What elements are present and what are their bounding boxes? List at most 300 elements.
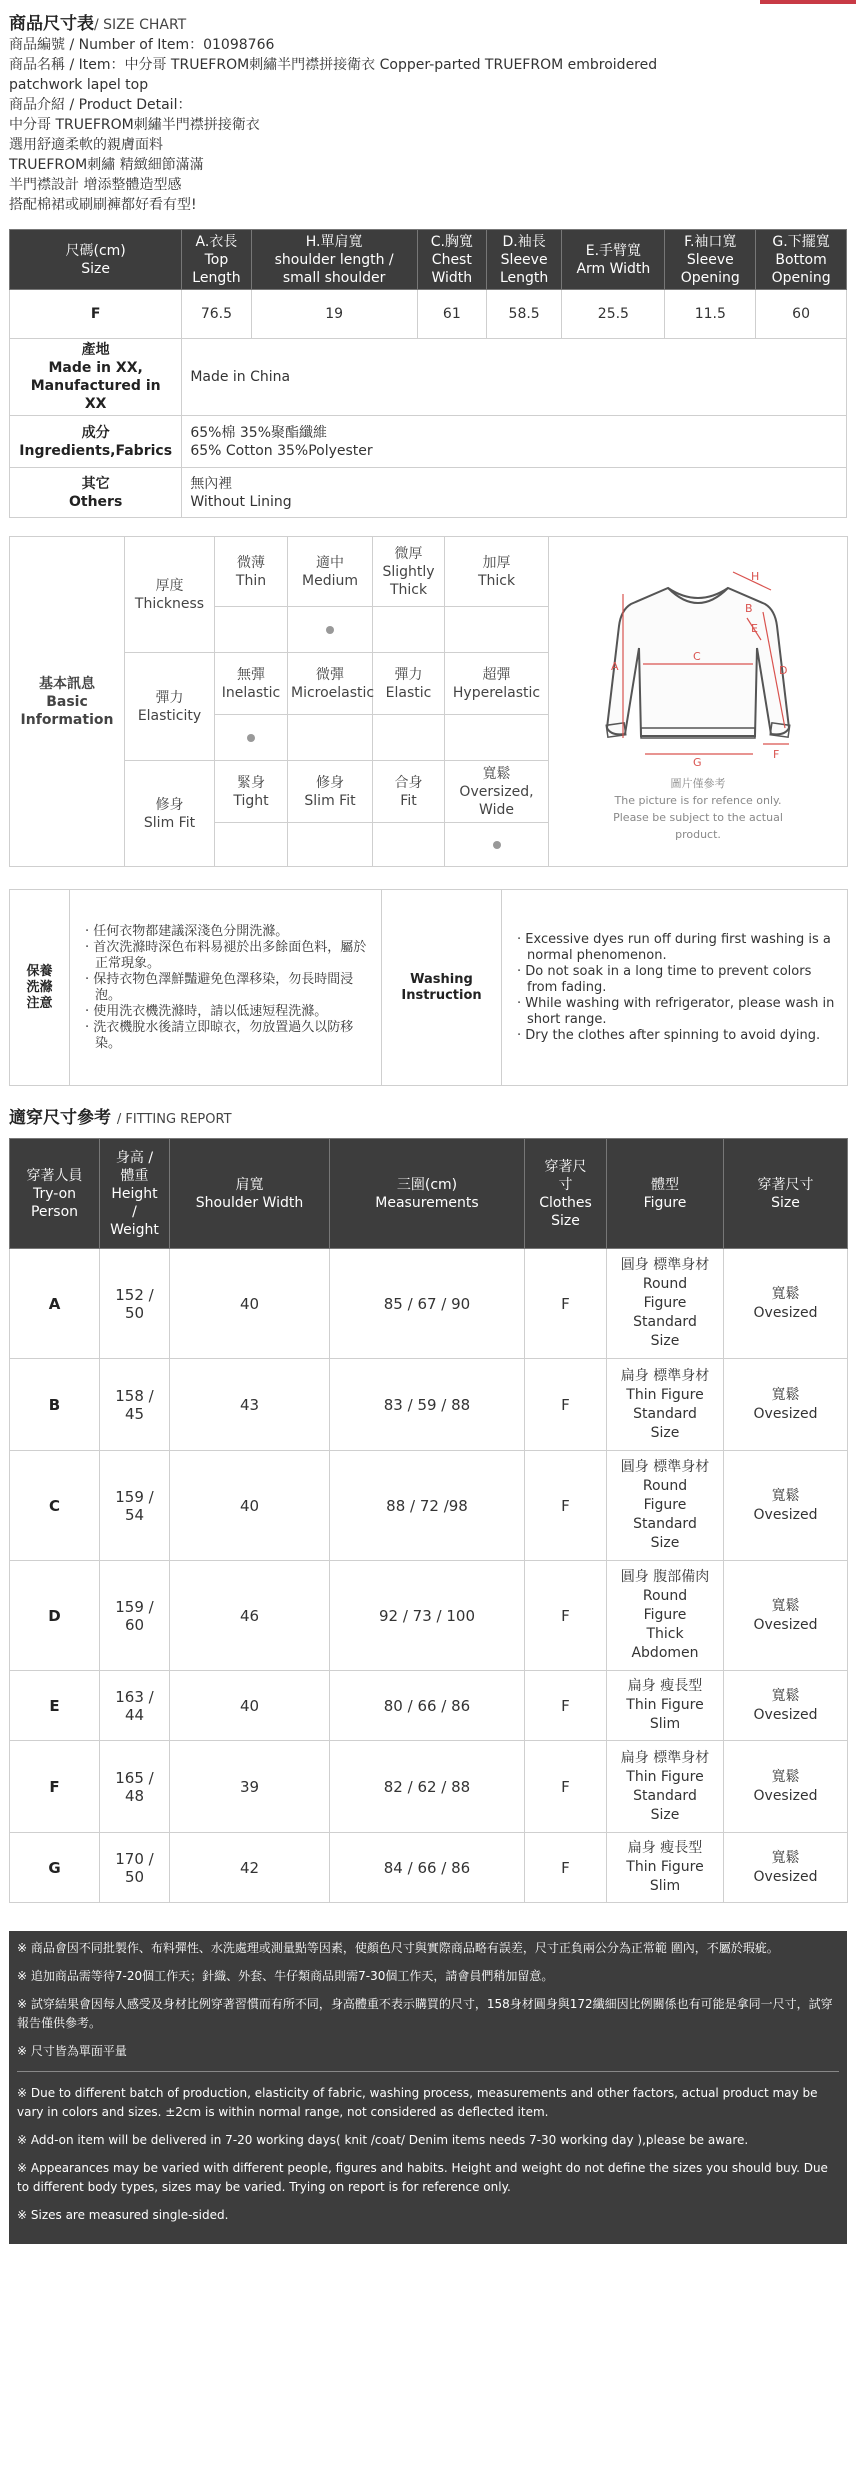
size-col-header [562, 230, 665, 290]
washing-en-list [502, 890, 848, 1086]
washing-en-label [382, 890, 502, 1086]
fitting-clothes-size: F [525, 1451, 607, 1561]
figure-line: 扁身 瘦長型 [627, 1678, 703, 1694]
figure-line: 扁身 標準身材 [620, 1367, 710, 1384]
size-table-row [10, 290, 847, 339]
basic-thickness-label [125, 537, 215, 653]
size-col-header-line: Bottom [775, 251, 827, 268]
note-en-item: ※ Sizes are measured single-sided. [17, 2208, 229, 2222]
origin-label-line: Manufactured in [30, 378, 161, 394]
option-line: Elastic [385, 684, 432, 701]
option-line: 無彈 [237, 666, 265, 683]
option-line: 超彈 [482, 666, 511, 683]
fitting-col-header [607, 1139, 724, 1249]
figure-line: Figure [643, 1607, 687, 1623]
fitting-col-header-line: Weight [110, 1221, 159, 1238]
washing-label-line: 保養 [26, 963, 53, 979]
product-detail-line: 中分哥 TRUEFROM刺繡半門襟拼接衛衣 [9, 117, 260, 133]
washing-zh-item: · 保持衣物色澤鮮豔避免色澤移染，勿長時間浸泡。 [85, 971, 354, 1003]
option-line: Slightly [382, 563, 435, 580]
figure-line: Size [650, 1333, 680, 1349]
product-detail-line: 選用舒適柔軟的親膚面料 [9, 137, 163, 153]
product-detail-lines [9, 35, 847, 215]
fitting-shoulder: 40 [170, 1451, 330, 1561]
product-detail-line: patchwork lapel top [9, 77, 149, 93]
fit-line: Ovesized [753, 1868, 818, 1885]
figure-line: Slim [649, 1716, 681, 1732]
origin-label-line: Made in XX, [48, 360, 143, 376]
note-zh-item: ※ 尺寸皆為單面平量 [17, 2044, 127, 2058]
hw-line: 159 / [115, 1487, 154, 1506]
figure-line: Thin Figure [626, 1386, 704, 1403]
basic-fit-option [373, 761, 445, 823]
figure-line: Round [642, 1478, 688, 1494]
basic-group-label-line: 彈力 [155, 689, 184, 706]
fitting-shoulder: 40 [170, 1249, 330, 1359]
others-row [10, 468, 847, 518]
size-col-header-line: Sleeve [500, 251, 548, 268]
fitting-row [10, 1359, 848, 1451]
size-col-header-line: Opening [771, 269, 831, 286]
fitting-col-header [170, 1139, 330, 1249]
caption-line: The picture is for refence only. [614, 794, 782, 807]
basic-fit-marker-cell [288, 823, 373, 867]
others-value-line: Without Lining [190, 493, 292, 510]
option-line: 適中 [316, 554, 344, 571]
size-col-header-line: F.袖口寬 [684, 233, 737, 250]
option-line: Wide [479, 801, 514, 818]
size-col-header-line: shoulder length / [274, 251, 394, 268]
option-line: Hyperelastic [452, 684, 541, 701]
fitting-clothes-size: F [525, 1249, 607, 1359]
fitting-person: C [10, 1451, 100, 1561]
basic-fit-marker-cell [373, 823, 445, 867]
size-col-header-line: E.手臂寬 [585, 242, 642, 259]
fitting-col-header-line: 體重 [120, 1167, 149, 1184]
hw-line: 44 [124, 1705, 145, 1724]
fitting-col-header [525, 1139, 607, 1249]
basic-elasticity-option [373, 653, 445, 715]
caption-line: product. [675, 828, 721, 841]
basic-elasticity-marker-cell [445, 715, 549, 761]
fitting-col-header-line: Clothes [539, 1194, 592, 1211]
measurement-diagram-cell [549, 537, 848, 867]
notes-divider [17, 2071, 839, 2072]
basic-group-label-line: 修身 [155, 796, 184, 813]
fit-line: Ovesized [753, 1405, 818, 1422]
product-detail-line: 商品介紹 / Product Detail： [9, 97, 192, 113]
size-col-header-line: Chest [431, 251, 472, 268]
washing-zh-list [70, 890, 382, 1086]
option-line: 加厚 [482, 554, 511, 571]
fitting-person: B [10, 1359, 100, 1451]
fitting-fit [724, 1249, 848, 1359]
figure-line: Size [650, 1806, 680, 1823]
option-line: 微彈 [316, 666, 344, 683]
fitting-col-header [724, 1139, 848, 1249]
size-col-header-line: small shoulder [282, 269, 386, 286]
basic-fit-option [215, 761, 288, 823]
basic-elasticity-marker-cell [288, 715, 373, 761]
others-label [10, 468, 182, 518]
selected-dot-icon [493, 841, 501, 849]
option-line: Oversized, [459, 783, 534, 800]
fit-line: Ovesized [753, 1506, 818, 1523]
figure-line: Abdomen [631, 1645, 699, 1661]
option-line: 彈力 [394, 666, 423, 683]
fitting-measurements: 85 / 67 / 90 [330, 1249, 525, 1359]
size-col-header-line: 尺碼(cm) [65, 242, 126, 259]
size-col-header-line: Sleeve [686, 251, 734, 268]
fitting-col-header-line: Person [30, 1203, 79, 1220]
diagram-letter-e: E [751, 622, 758, 635]
size-col-header-line: Length [499, 269, 549, 286]
figure-line: 圓身 標準身材 [620, 1257, 710, 1273]
washing-en-item: · Dry the clothes after spinning to avoid dying. [517, 1027, 821, 1043]
basic-elasticity-label [125, 653, 215, 761]
fitting-row [10, 1833, 848, 1903]
fitting-measurements: 92 / 73 / 100 [330, 1561, 525, 1671]
fitting-col-header-line: 寸 [558, 1176, 573, 1193]
diagram-letter-h: H [751, 570, 760, 583]
option-line: Fit [400, 792, 417, 809]
fitting-figure [607, 1451, 724, 1561]
fitting-height-weight [100, 1451, 170, 1561]
size-col-header [665, 230, 756, 290]
fitting-clothes-size: F [525, 1561, 607, 1671]
fitting-person: G [10, 1833, 100, 1903]
option-line: Slim Fit [304, 792, 356, 809]
size-cell: 19 [251, 290, 417, 339]
fitting-person: E [10, 1671, 100, 1741]
washing-label-line: Washing [410, 971, 473, 987]
fit-line: Ovesized [753, 1787, 818, 1804]
washing-zh-item: · 洗衣機脫水後請立即晾衣，勿放置過久以防移染。 [85, 1019, 354, 1051]
caption-line: 圖片僅參考 [670, 777, 726, 790]
note-en-item: ※ Add-on item will be delivered in 7-20 working days( knit /coat/ Denim items needs 7-30 working day ),please be aware. [17, 2133, 749, 2147]
basic-group-label-line: Thickness [134, 595, 205, 612]
size-col-header-line: C.胸寬 [430, 233, 473, 250]
fit-line: Ovesized [753, 1616, 818, 1633]
basic-fit-marker-cell [445, 823, 549, 867]
basic-fit-option [288, 761, 373, 823]
size-cell: 11.5 [665, 290, 756, 339]
fitting-row [10, 1561, 848, 1671]
hw-line: 54 [124, 1505, 145, 1524]
fitting-figure [607, 1671, 724, 1741]
option-line: 微薄 [237, 554, 265, 571]
fitting-col-header-line: Height [111, 1185, 158, 1202]
option-line: Thin [235, 572, 267, 589]
figure-line: 扁身 瘦長型 [627, 1840, 703, 1856]
note-en-item: ※ Due to different batch of production, elasticity of fabric, washing process, measurements and other factors, actual product may be vary in colors and sizes. ±2cm is within normal range, not considered as deflected item. [17, 2086, 818, 2119]
hw-line: 170 / [115, 1849, 154, 1868]
fitting-col-header-line: Shoulder Width [195, 1194, 304, 1211]
figure-line: 圓身 標準身材 [620, 1459, 710, 1475]
washing-zh-item: · 首次洗滌時深色布料易褪於出多餘面色料，屬於正常現象。 [85, 939, 367, 971]
fitting-row [10, 1451, 848, 1561]
ingredients-value [182, 416, 847, 468]
hw-line: 152 / [115, 1285, 154, 1304]
basic-thickness-marker-cell [288, 607, 373, 653]
fitting-measurements: 88 / 72 /98 [330, 1451, 525, 1561]
title-zh: 商品尺寸表 [9, 14, 94, 34]
figure-line: Standard [633, 1516, 697, 1532]
size-col-header [417, 230, 486, 290]
size-col-header-line: Width [431, 269, 473, 286]
hw-line: 163 / [115, 1687, 154, 1706]
size-cell: 25.5 [562, 290, 665, 339]
diagram-caption [552, 775, 844, 843]
basic-elasticity-option [445, 653, 549, 715]
fitting-figure [607, 1359, 724, 1451]
fitting-height-weight [100, 1741, 170, 1833]
size-col-header-line: Opening [680, 269, 740, 286]
option-line: 微厚 [394, 545, 423, 562]
fitting-table-header [10, 1139, 848, 1249]
fitting-shoulder: 46 [170, 1561, 330, 1671]
washing-label-line: 注意 [26, 995, 53, 1011]
basic-thickness-option [288, 537, 373, 607]
fitting-col-header-line: Figure [643, 1194, 687, 1211]
ingredients-label-line: Ingredients,Fabrics [19, 442, 173, 459]
fitting-col-header [10, 1139, 100, 1249]
size-col-header-line: H.單肩寬 [305, 233, 363, 250]
fitting-title-zh: 適穿尺寸參考 [9, 1108, 111, 1128]
diagram-letter-d: D [779, 664, 788, 677]
figure-line: Slim [649, 1878, 681, 1894]
option-line: 合身 [394, 774, 423, 791]
fitting-person: A [10, 1249, 100, 1359]
basic-elasticity-option [215, 653, 288, 715]
fit-line: Ovesized [753, 1304, 818, 1321]
fitting-col-header-line: 肩寬 [235, 1176, 264, 1193]
basic-info-label [10, 537, 125, 867]
figure-line: Round [642, 1588, 688, 1604]
product-detail-line: 商品編號 / Number of Item：01098766 [9, 37, 275, 53]
product-header [9, 14, 847, 215]
figure-line: Standard [633, 1314, 697, 1330]
fitting-col-header-line: / [132, 1203, 137, 1220]
washing-row [10, 890, 848, 1086]
origin-label-line: XX [84, 396, 107, 412]
option-line: Tight [233, 792, 269, 809]
size-col-header-line: G.下擺寬 [772, 233, 830, 250]
size-table [9, 229, 847, 518]
fitting-col-header-line: Size [771, 1194, 800, 1211]
basic-thickness-options-row [10, 537, 848, 607]
washing-en-item: · While washing with refrigerator, please wash in short range. [517, 995, 835, 1027]
basic-fit-marker-cell [215, 823, 288, 867]
fitting-row [10, 1741, 848, 1833]
notes-panel [9, 1931, 847, 2244]
fitting-height-weight [100, 1833, 170, 1903]
fitting-shoulder: 42 [170, 1833, 330, 1903]
figure-line: Standard [633, 1405, 697, 1422]
basic-elasticity-marker-cell [215, 715, 288, 761]
option-line: Medium [302, 572, 358, 589]
fitting-figure [607, 1741, 724, 1833]
notes-zh [17, 1939, 839, 2061]
others-value [182, 468, 847, 518]
washing-en-item: · Do not soak in a long time to prevent colors from fading. [517, 963, 812, 995]
fitting-measurements: 84 / 66 / 86 [330, 1833, 525, 1903]
basic-group-label-line: 厚度 [155, 577, 184, 594]
washing-zh-item: · 使用洗衣機洗滌時，請以低速短程洗滌。 [85, 1003, 328, 1019]
basic-thickness-marker-cell [373, 607, 445, 653]
size-cell: 76.5 [182, 290, 251, 339]
fit-line: 寬鬆 [771, 1487, 800, 1504]
fitting-col-header-line: 身高 / [115, 1149, 154, 1166]
basic-thickness-marker-cell [215, 607, 288, 653]
size-cell: F [10, 290, 182, 339]
note-en-item: ※ Appearances may be varied with different people, figures and habits. Height and weight do not define the sizes you should buy. Due to different body types, sizes may be varied. Trying on report is for reference only. [17, 2161, 828, 2194]
hw-line: 165 / [115, 1768, 154, 1787]
origin-value: Made in China [182, 339, 847, 416]
washing-table [9, 889, 848, 1086]
figure-line: 圓身 腹部備肉 [620, 1569, 710, 1585]
note-zh-item: ※ 商品會因不同批製作、布料彈性、水洗處理或測量點等因素，使顏色尺寸與實際商品略有誤差，尺寸正負兩公分為正常範 圍內，不屬於瑕疵。 [17, 1941, 779, 1955]
fitting-col-header-line: 三圍(cm) [396, 1176, 458, 1193]
option-line: Thick [477, 572, 516, 589]
basic-group-label-line: Slim Fit [143, 814, 196, 831]
origin-label [10, 339, 182, 416]
figure-line: Figure [643, 1497, 687, 1513]
figure-line: Round [642, 1276, 688, 1292]
ingredients-label [10, 416, 182, 468]
fitting-measurements: 83 / 59 / 88 [330, 1359, 525, 1451]
notes-en [17, 2084, 839, 2225]
selected-dot-icon [247, 734, 255, 742]
fitting-shoulder: 40 [170, 1671, 330, 1741]
fitting-person: F [10, 1741, 100, 1833]
size-cell: 60 [756, 290, 847, 339]
product-detail-line: TRUEFROM刺繡 精緻細節滿滿 [9, 157, 204, 173]
washing-zh-label [10, 890, 70, 1086]
others-value-line: 無內裡 [190, 475, 233, 492]
fitting-fit [724, 1741, 848, 1833]
fitting-height-weight [100, 1249, 170, 1359]
basic-thickness-option [215, 537, 288, 607]
option-line: Microelastic [291, 684, 375, 701]
size-cell: 58.5 [486, 290, 561, 339]
fitting-col-header-line: Try-on [32, 1185, 77, 1202]
hw-line: 60 [124, 1615, 145, 1634]
figure-line: Thin Figure [626, 1697, 704, 1713]
option-line: 緊身 [237, 774, 265, 791]
fitting-row [10, 1249, 848, 1359]
hw-line: 45 [124, 1404, 145, 1423]
fit-line: 寬鬆 [771, 1768, 800, 1785]
size-chart-title [9, 14, 847, 35]
washing-label-line: 洗滌 [26, 979, 53, 995]
fitting-figure [607, 1833, 724, 1903]
fitting-height-weight [100, 1671, 170, 1741]
option-line: 修身 [316, 774, 344, 791]
fitting-report-title [9, 1106, 847, 1132]
product-detail-line: 搭配棉裙或刷刷褲都好看有型! [9, 197, 197, 213]
size-col-header [756, 230, 847, 290]
fit-line: 寬鬆 [771, 1285, 800, 1302]
fitting-clothes-size: F [525, 1359, 607, 1451]
selected-dot-icon [326, 626, 334, 634]
figure-line: 扁身 標準身材 [620, 1749, 710, 1766]
hw-line: 50 [124, 1867, 145, 1886]
washing-zh-item: · 任何衣物都建議深淺色分開洗滌。 [85, 923, 289, 939]
fitting-col-header-line: Size [551, 1212, 580, 1229]
fitting-clothes-size: F [525, 1833, 607, 1903]
size-col-header-line: D.袖長 [502, 233, 546, 250]
fitting-clothes-size: F [525, 1741, 607, 1833]
figure-line: Thick [646, 1626, 684, 1642]
fitting-col-header [330, 1139, 525, 1249]
fitting-shoulder: 43 [170, 1359, 330, 1451]
ingredients-value-line: 65% Cotton 35%Polyester [190, 442, 373, 459]
ingredients-value-line: 65%棉 35%聚酯纖維 [190, 424, 327, 441]
caption-line: Please be subject to the actual [613, 811, 783, 824]
sweater-diagram-icon [593, 560, 803, 770]
diagram-letter-c: C [693, 650, 701, 663]
basic-thickness-marker-cell [445, 607, 549, 653]
origin-label-line: 產地 [81, 342, 110, 358]
others-label-line: Others [69, 493, 123, 510]
washing-en-item: · Excessive dyes run off during first washing is a normal phenomenon. [517, 931, 831, 963]
figure-line: Thin Figure [626, 1768, 704, 1785]
size-col-header [486, 230, 561, 290]
size-col-header-line: Size [81, 260, 111, 277]
hw-line: 158 / [115, 1386, 154, 1405]
washing-label-line: Instruction [401, 987, 482, 1003]
size-col-header [10, 230, 182, 290]
size-col-header [251, 230, 417, 290]
fitting-col-header-line: 穿著尺寸 [757, 1176, 814, 1193]
fit-line: 寬鬆 [771, 1849, 800, 1866]
size-col-header-line: Top [204, 251, 229, 268]
hw-line: 48 [124, 1786, 145, 1805]
basic-elasticity-option [288, 653, 373, 715]
option-line: 寬鬆 [482, 765, 511, 782]
fitting-fit [724, 1451, 848, 1561]
origin-row [10, 339, 847, 416]
fitting-figure [607, 1561, 724, 1671]
fitting-col-header-line: 體型 [651, 1176, 679, 1193]
fitting-clothes-size: F [525, 1671, 607, 1741]
basic-info-label-line: Information [20, 711, 114, 728]
fitting-col-header-line: Measurements [375, 1194, 479, 1211]
basic-thickness-option [373, 537, 445, 607]
figure-line: Standard [633, 1787, 697, 1804]
fitting-col-header [100, 1139, 170, 1249]
option-line: Inelastic [221, 684, 281, 701]
diagram-letter-f: F [773, 748, 780, 761]
figure-line: Thin Figure [626, 1859, 704, 1875]
fitting-height-weight [100, 1561, 170, 1671]
size-col-header-line: A.衣長 [195, 233, 238, 250]
basic-fit-option [445, 761, 549, 823]
title-en: / SIZE CHART [94, 17, 187, 33]
page-content [9, 0, 847, 2244]
size-cell: 61 [417, 290, 486, 339]
figure-line: Figure [643, 1295, 687, 1311]
diagram-letter-b: B [745, 602, 753, 615]
fit-line: 寬鬆 [771, 1687, 800, 1704]
size-col-header-line: Arm Width [576, 260, 651, 277]
ingredients-label-line: 成分 [81, 424, 110, 441]
size-col-header-line: Length [192, 269, 241, 286]
fit-line: 寬鬆 [771, 1597, 800, 1614]
size-table-header [10, 230, 847, 290]
ingredients-row [10, 416, 847, 468]
